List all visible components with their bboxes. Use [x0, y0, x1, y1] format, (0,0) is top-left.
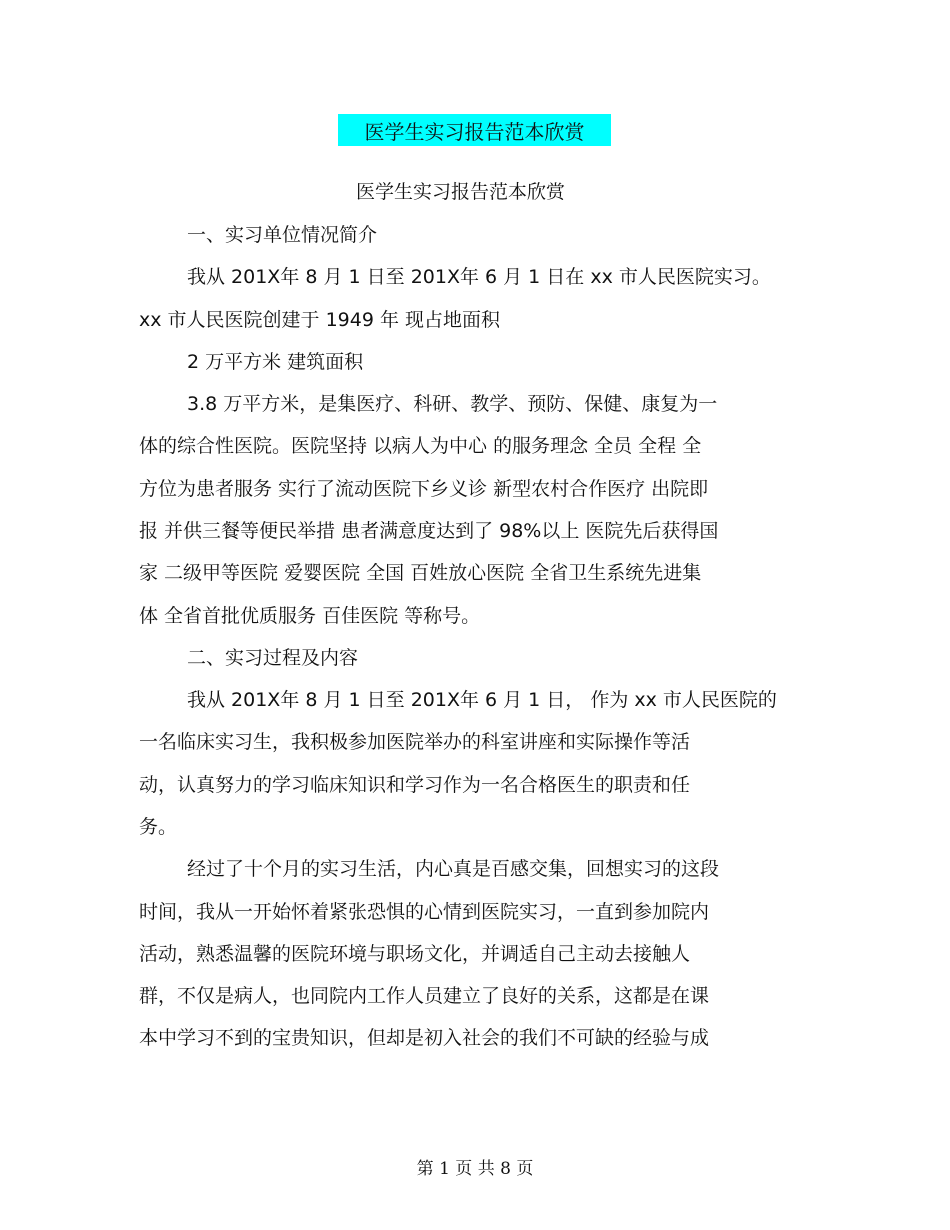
- paragraph-line: xx 市人民医院创建于 1949 年 现占地面积: [139, 309, 501, 331]
- paragraph-line: 体 全省首批优质服务 百佳医院 等称号。: [139, 605, 481, 627]
- paragraph-line: 方位为患者服务 实行了流动医院下乡义诊 新型农村合作医疗 出院即: [139, 478, 709, 500]
- page-footer: 第 1 页 共 8 页: [416, 1159, 534, 1179]
- paragraph-line: 我从 201X年 8 月 1 日至 201X年 6 月 1 日在 xx 市人民医院实习。: [187, 266, 771, 288]
- paragraph-line: 群，不仅是病人，也同院内工作人员建立了良好的关系，这都是在课: [139, 985, 710, 1007]
- paragraph-line: 我从 201X年 8 月 1 日至 201X年 6 月 1 日， 作为 xx 市人民医院的: [187, 689, 777, 711]
- paragraph-line: 经过了十个月的实习生活，内心真是百感交集，回想实习的这段: [187, 858, 720, 880]
- paragraph-line: 时间，我从一开始怀着紧张恐惧的心情到医院实习，一直到参加院内: [139, 901, 710, 923]
- paragraph-line: 活动，熟悉温馨的医院环境与职场文化，并调适自己主动去接触人: [139, 943, 691, 965]
- document-title: 医学生实习报告范本欣赏: [364, 119, 585, 144]
- paragraph-line: 一名临床实习生，我积极参加医院举办的科室讲座和实际操作等活: [139, 731, 691, 753]
- section-heading-1: 一、实习单位情况简介: [187, 224, 378, 246]
- paragraph-line: 报 并供三餐等便民举措 患者满意度达到了 98%以上 医院先后获得国: [139, 520, 719, 542]
- paragraph-line: 本中学习不到的宝贵知识，但却是初入社会的我们不可缺的经验与成: [139, 1027, 710, 1049]
- paragraph-line: 务。: [139, 816, 178, 838]
- paragraph-line: 2 万平方米 建筑面积: [187, 351, 364, 373]
- document-subtitle: 医学生实习报告范本欣赏: [356, 181, 566, 203]
- paragraph-line: 动，认真努力的学习临床知识和学习作为一名合格医生的职责和任: [139, 774, 691, 796]
- paragraph-line: 3.8 万平方米，是集医疗、科研、教学、预防、保健、康复为一: [187, 393, 718, 415]
- document-title-highlight: [338, 114, 611, 146]
- section-heading-2: 二、实习过程及内容: [187, 647, 359, 669]
- paragraph-line: 体的综合性医院。医院坚持 以病人为中心 的服务理念 全员 全程 全: [139, 435, 702, 457]
- paragraph-line: 家 二级甲等医院 爱婴医院 全国 百姓放心医院 全省卫生系统先进集: [139, 562, 702, 584]
